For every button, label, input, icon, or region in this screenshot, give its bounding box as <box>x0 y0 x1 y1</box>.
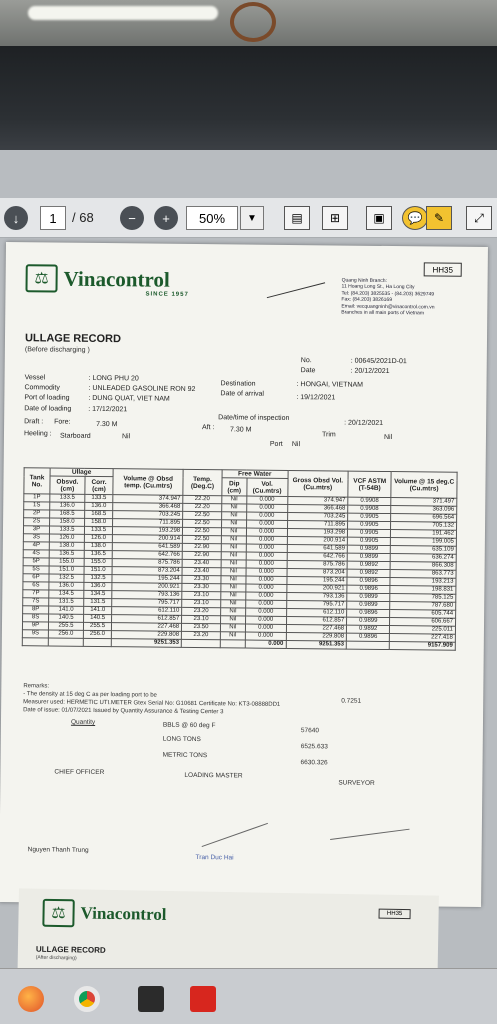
volume-obsd-cell: 200.921 <box>112 583 182 592</box>
tank-cell: 8P <box>23 606 49 614</box>
gross-cell: 873.204 <box>287 568 348 577</box>
long-tons-label: LONG TONS <box>162 735 201 744</box>
tank-cell: 9P <box>22 622 48 630</box>
vcf-cell: 0.9899 <box>347 601 390 609</box>
dip-cell: Nil <box>221 520 246 528</box>
aft-value: 7.30 M <box>230 426 252 434</box>
vcf-cell: 0.9899 <box>347 617 390 625</box>
corr-cell: 255.5 <box>83 622 111 630</box>
tank-cell: 7S <box>23 598 49 606</box>
header-vcf: VCF ASTM (T-54B) <box>348 471 391 497</box>
volume-obsd-cell: 612.857 <box>112 615 182 624</box>
starboard-value: Nil <box>121 433 131 441</box>
trim-label: Trim <box>321 431 336 439</box>
ullage-table <box>22 467 458 651</box>
vcf-cell: 0.9892 <box>347 561 390 569</box>
header-corr: Corr. (cm) <box>85 476 113 494</box>
volume-obsd-cell: 641.589 <box>112 543 182 552</box>
branch-address <box>341 278 435 317</box>
obsvd-cell: 136.0 <box>50 502 85 510</box>
density-value: 0.7251 <box>341 697 362 705</box>
dip-cell: Nil <box>221 504 246 512</box>
port-label: Port <box>269 440 283 448</box>
branch-line: Fax: (84.203) 3826169 <box>341 296 393 304</box>
corr-cell: 138.0 <box>84 542 112 550</box>
form-code-2: HH35 <box>379 909 411 920</box>
temp-cell: 22.50 <box>183 511 222 519</box>
obsvd-cell: 141.0 <box>49 606 84 614</box>
vcf-cell: 0.9896 <box>347 633 390 641</box>
corr-cell: 256.0 <box>83 630 111 638</box>
dip-cell: Nil <box>221 592 246 600</box>
tank-cell: 7P <box>23 590 49 598</box>
dip-cell: Nil <box>221 544 246 552</box>
company-stamp: Tran Duc Hai <box>195 854 234 862</box>
fw-vol-cell: 0.000 <box>245 632 286 640</box>
fw-vol-cell: 0.000 <box>246 504 287 512</box>
volume-obsd-cell: 612.110 <box>112 607 182 616</box>
temp-cell: 22.20 <box>183 503 222 511</box>
tank-cell: 6P <box>23 574 49 582</box>
obsvd-cell: 136.5 <box>49 550 84 558</box>
obsvd-cell: 131.5 <box>49 598 84 606</box>
total-gross-cell: 9251.353 <box>286 640 347 649</box>
branch-line: Tel: (84.203) 3825535 - (84.203) 3629749 <box>341 290 435 298</box>
zoom-out-icon[interactable]: − <box>120 206 144 230</box>
corr-cell: 133.5 <box>84 526 112 534</box>
gross-cell: 612.857 <box>286 616 347 625</box>
gross-cell: 795.717 <box>286 600 347 609</box>
vcf-cell: 0.9899 <box>347 553 390 561</box>
trim-value: Nil <box>383 433 393 442</box>
temp-cell: 23.40 <box>182 567 221 575</box>
header-volume-obsd: Volume @ Obsd temp. (Cu.mtrs) <box>113 469 183 496</box>
tank-cell: 5P <box>23 558 49 566</box>
chief-officer-label: CHIEF OFFICER <box>54 768 105 777</box>
expand-icon[interactable]: ⤢ <box>466 206 492 230</box>
fw-vol-cell: 0.000 <box>245 600 286 608</box>
corr-cell: 133.5 <box>85 494 113 502</box>
header-free-water: Free Water <box>222 470 288 479</box>
pdf-viewer <box>0 150 497 1024</box>
remarks-line: Measurer used: HERMETIC UTI.METER Gtex Serial No: G10681 Certificate No: KT3-08888DD1 <box>23 699 281 708</box>
quantity-label: Quantity <box>70 718 96 726</box>
loading-master-signature <box>202 823 268 847</box>
header-obsvd: Obsvd. (cm) <box>50 476 85 494</box>
vcf-cell: 0.9905 <box>348 529 391 537</box>
corr-cell: 140.5 <box>84 614 112 622</box>
starboard-label: Starboard <box>59 432 91 440</box>
vol15-cell: 696.564 <box>391 514 457 523</box>
volume-obsd-cell: 193.298 <box>113 527 183 536</box>
gross-cell: 875.786 <box>287 560 348 569</box>
dip-cell: Nil <box>221 584 246 592</box>
obsvd-cell: 132.5 <box>49 574 84 582</box>
fw-vol-cell: 0.000 <box>245 608 286 616</box>
ullage-record-page <box>0 242 488 907</box>
vcf-cell: 0.9899 <box>347 545 390 553</box>
empty-cell <box>181 639 220 647</box>
comment-icon[interactable]: 💬 <box>402 206 428 230</box>
port-value: Nil <box>291 441 301 449</box>
document-title: ULLAGE RECORD <box>24 332 122 346</box>
corr-cell: 132.5 <box>84 574 112 582</box>
corr-cell: 151.0 <box>84 566 112 574</box>
temp-cell: 22.90 <box>182 551 221 559</box>
dip-cell: Nil <box>221 528 246 536</box>
fw-vol-cell: 0.000 <box>246 544 287 552</box>
header-vol15: Volume @ 15 deg.C (Cu.mtrs) <box>391 472 457 499</box>
volume-obsd-cell: 366.468 <box>113 503 183 512</box>
branch-line: Quang Ninh Branch: <box>341 277 387 284</box>
save-icon[interactable]: ▣ <box>366 206 392 230</box>
dip-cell: Nil <box>220 616 245 624</box>
gross-cell: 374.947 <box>287 496 348 505</box>
header-ullage: Ullage <box>50 468 113 477</box>
corr-cell: 141.0 <box>84 606 112 614</box>
tank-cell: 8S <box>23 614 49 622</box>
document-title-2: ULLAGE RECORD <box>35 944 106 955</box>
dip-cell: Nil <box>220 608 245 616</box>
fw-vol-cell: 0.000 <box>245 616 286 624</box>
pdf-toolbar <box>0 198 497 238</box>
total-obsd-cell: 9251.353 <box>111 639 181 648</box>
obsvd-cell: 158.0 <box>50 518 85 526</box>
gross-cell: 193.298 <box>287 528 348 537</box>
ceiling-light <box>28 6 218 20</box>
vcf-cell: 0.9896 <box>347 585 390 593</box>
gross-cell: 227.468 <box>286 624 347 633</box>
remarks-line: - The density at 15 deg C as per loading port to be <box>23 691 157 699</box>
branch-line: 11 Hoang Long St., Ha Long City <box>341 283 415 291</box>
vol15-cell: 606.667 <box>390 618 456 627</box>
fw-vol-cell: 0.000 <box>246 520 287 528</box>
vol15-cell: 198.831 <box>390 586 456 595</box>
gross-cell: 641.589 <box>287 544 348 553</box>
obsvd-cell: 126.0 <box>49 534 84 542</box>
monitor-bezel <box>0 46 497 150</box>
vessel-value: : LONG PHU 20 <box>88 374 139 383</box>
temp-cell: 23.30 <box>182 583 221 591</box>
brand-name: Vinacontrol <box>63 266 170 292</box>
tank-cell: 4P <box>23 542 49 550</box>
volume-obsd-cell: 711.895 <box>113 519 183 528</box>
temp-cell: 22.50 <box>183 519 222 527</box>
fw-vol-cell: 0.000 <box>246 512 287 520</box>
vcf-cell: 0.9905 <box>348 537 391 545</box>
port-of-loading-label: Port of loading <box>24 394 70 402</box>
fit-page-icon[interactable]: ⊞ <box>322 206 348 230</box>
surveyor-label: SURVEYOR <box>338 779 375 787</box>
scales-icon: ⚖ <box>25 264 57 292</box>
dip-cell: Nil <box>221 560 246 568</box>
corr-cell: 136.5 <box>84 550 112 558</box>
obsvd-cell: 133.5 <box>49 526 84 534</box>
vessel-label: Vessel <box>24 374 46 382</box>
fore-label: Fore: <box>54 418 71 426</box>
obsvd-cell: 133.5 <box>50 494 85 502</box>
dip-cell: Nil <box>221 576 246 584</box>
metric-tons-label: METRIC TONS <box>162 751 208 760</box>
fw-vol-cell: 0.000 <box>246 528 287 536</box>
commodity-label: Commodity <box>24 384 60 392</box>
header-tank: Tank No. <box>24 468 50 494</box>
vcf-cell: 0.9896 <box>347 609 390 617</box>
tank-cell: 4S <box>23 550 49 558</box>
volume-obsd-cell: 795.717 <box>112 599 182 608</box>
header-vol: Vol. (Cu.mtrs) <box>247 478 288 496</box>
tank-cell: 3P <box>23 526 49 534</box>
gross-cell: 366.468 <box>287 504 348 513</box>
dip-cell: Nil <box>221 536 246 544</box>
corr-cell: 158.0 <box>85 518 113 526</box>
form-code: HH35 <box>424 262 462 276</box>
dip-cell: Nil <box>220 624 245 632</box>
page-number-input[interactable]: 1 <box>40 206 66 230</box>
vinacontrol-logo <box>25 264 169 294</box>
corr-cell: 155.0 <box>84 558 112 566</box>
draft-label: Draft : <box>24 418 44 426</box>
vcf-cell: 0.9905 <box>348 513 391 521</box>
date-of-loading-value: : 17/12/2021 <box>88 405 128 414</box>
obsvd-cell: 155.0 <box>49 558 84 566</box>
corr-cell: 168.5 <box>85 510 113 518</box>
highlight-icon[interactable]: ✎ <box>426 206 452 230</box>
volume-obsd-cell: 229.808 <box>111 631 181 640</box>
dip-cell: Nil <box>222 496 247 504</box>
corr-cell: 134.5 <box>84 590 112 598</box>
obsvd-cell: 138.0 <box>49 542 84 550</box>
decorative-wheel <box>230 2 276 42</box>
heeling-label: Heeling : <box>23 430 52 438</box>
page-total: / 68 <box>72 210 94 225</box>
volume-obsd-cell: 195.244 <box>112 575 182 584</box>
dip-cell: Nil <box>220 632 245 640</box>
fw-vol-cell: 0.000 <box>245 624 286 632</box>
no-label: No. <box>300 357 312 365</box>
app-icon[interactable] <box>138 986 164 1012</box>
gross-cell: 642.766 <box>287 552 348 561</box>
vol15-cell: 785.125 <box>390 594 456 603</box>
print-icon[interactable]: ▤ <box>284 206 310 230</box>
bbls-value: 57640 <box>300 727 320 735</box>
vol15-cell: 605.744 <box>390 610 456 619</box>
dip-cell: Nil <box>221 512 246 520</box>
volume-obsd-cell: 793.136 <box>112 591 182 600</box>
volume-obsd-cell: 200.914 <box>112 535 182 544</box>
bbls-label: BBLS @ 60 deg F <box>162 721 216 730</box>
tank-cell: 6S <box>23 582 49 590</box>
volume-obsd-cell: 875.786 <box>112 559 182 568</box>
temp-cell: 22.20 <box>183 495 222 503</box>
fw-vol-cell: 0.000 <box>246 568 287 576</box>
vcf-cell: 0.9896 <box>347 577 390 585</box>
corr-cell: 126.0 <box>84 534 112 542</box>
volume-obsd-cell: 703.245 <box>113 511 183 520</box>
temp-cell: 23.10 <box>182 615 221 623</box>
vinacontrol-logo-2 <box>42 899 166 929</box>
tank-cell: 2S <box>24 518 50 526</box>
empty-cell <box>83 638 111 646</box>
no-value: : 00645/2021D-01 <box>350 357 407 366</box>
document-subtitle-2: (After discharging) <box>35 954 77 962</box>
vol15-cell: 371.497 <box>391 498 457 507</box>
tank-cell: 3S <box>23 534 49 542</box>
vol15-cell: 636.274 <box>390 554 456 563</box>
document-subtitle: (Before discharging ) <box>24 346 90 354</box>
gross-cell: 703.245 <box>287 512 348 521</box>
fw-vol-cell: 0.000 <box>246 584 287 592</box>
volume-obsd-cell: 873.204 <box>112 567 182 576</box>
date-label: Date <box>300 367 316 375</box>
surveyor-signature <box>330 829 409 840</box>
remarks-label: Remarks: <box>23 683 50 690</box>
temp-cell: 23.30 <box>182 575 221 583</box>
arrival-label: Date of arrival <box>220 390 265 398</box>
loading-master-label: LOADING MASTER <box>184 771 243 780</box>
fw-vol-cell: 0.000 <box>246 592 287 600</box>
corr-cell: 136.0 <box>85 502 113 510</box>
chevron-down-icon[interactable]: ▼ <box>240 206 264 230</box>
obsvd-cell: 136.0 <box>49 582 84 590</box>
vcf-cell: 0.9908 <box>348 497 391 505</box>
gross-cell: 200.914 <box>287 536 348 545</box>
gross-cell: 711.895 <box>287 520 348 529</box>
header-dip: Dip (cm) <box>222 478 247 496</box>
arrival-value: : 19/12/2021 <box>296 394 336 402</box>
chrome-icon[interactable] <box>74 986 100 1012</box>
vol15-cell: 787.680 <box>390 602 456 611</box>
vol15-cell: 363.096 <box>391 506 457 515</box>
branch-line: Branches in all main ports of Vietnam <box>341 309 425 317</box>
obsvd-cell: 151.0 <box>49 566 84 574</box>
obsvd-cell: 140.5 <box>49 614 84 622</box>
header-signature <box>262 264 325 298</box>
vol15-cell: 227.418 <box>390 634 456 643</box>
fore-value: 7.30 M <box>96 420 118 429</box>
vol15-cell: 866.308 <box>390 562 456 571</box>
gross-cell: 200.921 <box>286 584 347 593</box>
fw-vol-cell: 0.000 <box>246 536 287 544</box>
header-temp: Temp. (Deg.C) <box>183 469 222 495</box>
corr-cell: 136.0 <box>84 582 112 590</box>
obsvd-cell: 134.5 <box>49 590 84 598</box>
remarks <box>23 682 280 717</box>
long-tons-value: 6525.633 <box>300 743 328 751</box>
metric-tons-value: 6630.326 <box>300 759 328 767</box>
scales-icon: ⚖ <box>42 899 74 928</box>
gross-cell: 195.244 <box>286 576 347 585</box>
total-fw-cell: 0.000 <box>245 640 286 648</box>
volume-obsd-cell: 227.468 <box>112 623 182 632</box>
branch-line: Email: vecquangninh@vinacontrol.com.vn <box>341 303 435 311</box>
gross-cell: 793.136 <box>286 592 347 601</box>
vol15-cell: 191.462 <box>391 530 457 539</box>
commodity-value: : UNLEADED GASOLINE RON 92 <box>88 384 196 393</box>
inspection-value: : 20/12/2021 <box>344 419 384 427</box>
inspection-label: Date/time of inspection <box>218 414 290 422</box>
empty-cell <box>220 640 245 648</box>
volume-obsd-cell: 374.947 <box>113 495 183 504</box>
date-value: : 20/12/2021 <box>350 367 390 376</box>
temp-cell: 23.50 <box>182 623 221 631</box>
table-body <box>22 494 457 651</box>
fw-vol-cell: 0.000 <box>246 552 287 560</box>
gross-cell: 229.808 <box>286 632 347 641</box>
temp-cell: 22.50 <box>183 527 222 535</box>
vcf-cell: 0.9892 <box>347 569 390 577</box>
vol15-cell: 863.773 <box>390 570 456 579</box>
temp-cell: 23.40 <box>182 559 221 567</box>
tank-cell: 5S <box>23 566 49 574</box>
zoom-select[interactable]: 50% <box>186 206 238 230</box>
dip-cell: Nil <box>221 568 246 576</box>
vcf-cell: 0.9892 <box>347 625 390 633</box>
corr-cell: 131.5 <box>84 598 112 606</box>
zoom-in-icon[interactable]: + <box>154 206 178 230</box>
header-gross: Gross Obsd Vol. (Cu.mtrs) <box>287 470 348 497</box>
empty-cell <box>48 638 83 646</box>
total-vol15-cell: 9157.909 <box>390 642 456 651</box>
volume-obsd-cell: 642.766 <box>112 551 182 560</box>
vcf-cell: 0.9899 <box>347 593 390 601</box>
vol15-cell: 705.132 <box>391 522 457 531</box>
port-of-loading-value: : DUNG QUAT, VIET NAM <box>88 394 170 403</box>
date-of-loading-label: Date of loading <box>24 405 72 413</box>
obsvd-cell: 255.5 <box>48 622 83 630</box>
obsvd-cell: 256.0 <box>48 630 83 638</box>
pdf-reader-icon[interactable] <box>190 986 216 1012</box>
tank-cell: 1P <box>24 494 50 502</box>
brand-name-2: Vinacontrol <box>80 903 167 924</box>
tank-cell: 9S <box>22 630 48 638</box>
tank-cell: 2P <box>24 510 50 518</box>
firefox-icon[interactable] <box>18 986 44 1012</box>
aft-label: Aft : <box>202 424 215 432</box>
tank-cell: 1S <box>24 502 50 510</box>
dip-cell: Nil <box>220 600 245 608</box>
fw-vol-cell: 0.000 <box>246 576 287 584</box>
vol15-cell: 225.011 <box>390 626 456 635</box>
brand-since: SINCE 1957 <box>145 291 189 298</box>
fw-vol-cell: 0.000 <box>247 496 288 504</box>
destination-value: : HONGAI, VIETNAM <box>296 381 364 389</box>
temp-cell: 23.20 <box>182 631 221 639</box>
destination-label: Destination <box>220 380 256 388</box>
empty-cell <box>346 641 389 649</box>
temp-cell: 23.10 <box>182 591 221 599</box>
vol15-cell: 193.213 <box>390 578 456 587</box>
vcf-cell: 0.9905 <box>348 521 391 529</box>
temp-cell: 23.10 <box>182 599 221 607</box>
surveyor-name: Nguyen Thanh Trung <box>27 846 89 854</box>
room-background <box>0 0 497 46</box>
temp-cell: 22.90 <box>182 543 221 551</box>
fw-vol-cell: 0.000 <box>246 560 287 568</box>
vcf-cell: 0.9908 <box>348 505 391 513</box>
dip-cell: Nil <box>221 552 246 560</box>
gross-cell: 612.110 <box>286 608 347 617</box>
obsvd-cell: 168.5 <box>50 510 85 518</box>
temp-cell: 23.20 <box>182 607 221 615</box>
vol15-cell: 199.005 <box>391 538 457 547</box>
empty-cell <box>22 638 48 646</box>
temp-cell: 22.50 <box>183 535 222 543</box>
download-icon[interactable]: ↓ <box>4 206 28 230</box>
vol15-cell: 635.109 <box>391 546 457 555</box>
remarks-line: Date of issue: 01/07/2021 Issued by Quantity Assurance & Testing Center 3 <box>23 707 224 716</box>
